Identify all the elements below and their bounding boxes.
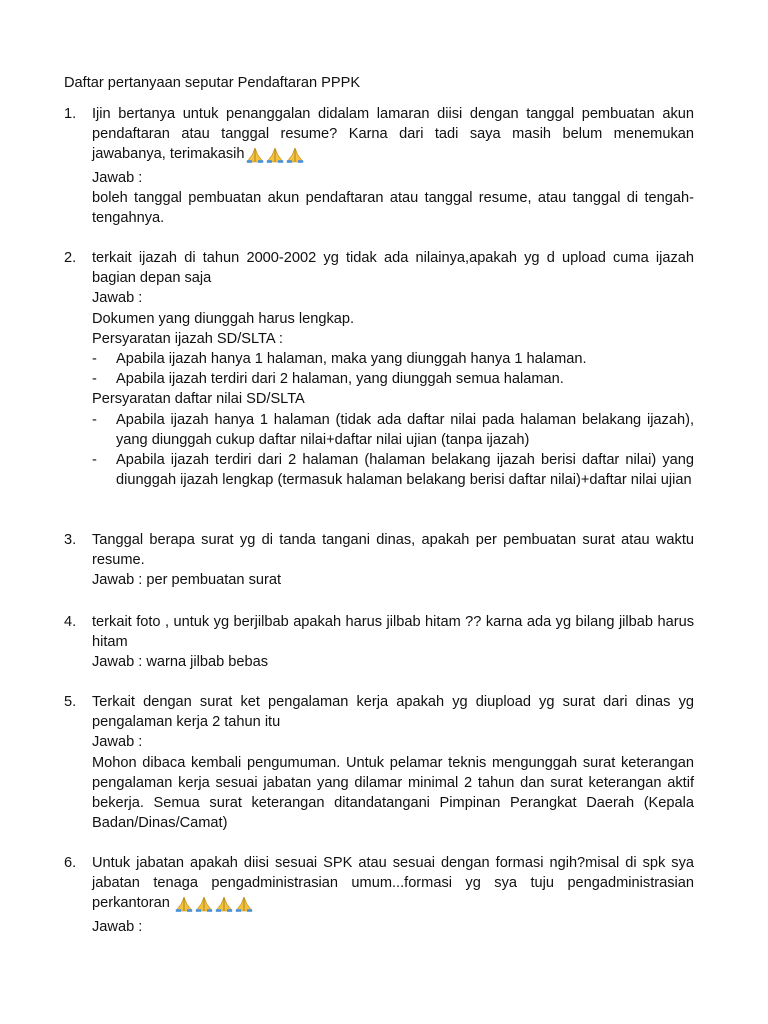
answer-label: Jawab : — [92, 169, 143, 186]
answer-label: Jawab : — [92, 734, 143, 751]
bullet-item — [92, 369, 694, 389]
folded-hands-icon — [235, 896, 253, 912]
answer-intro: Dokumen yang diunggah harus lengkap. — [92, 310, 355, 327]
requirement-heading-nilai: Persyaratan daftar nilai SD/SLTA — [92, 391, 305, 408]
answer-text: Jawab : warna jilbab bebas — [92, 654, 269, 671]
folded-hands-icon — [215, 896, 233, 912]
bullet-dash: - — [92, 411, 97, 428]
qa-item-5 — [64, 692, 694, 833]
qa-item-6 — [64, 853, 694, 937]
document-title: Daftar pertanyaan seputar Pendaftaran PPPK — [64, 75, 361, 91]
folded-hands-icon — [195, 896, 213, 912]
answer-text: Mohon dibaca kembali pengumuman. Untuk pelamar teknis mengunggah surat keterangan pengalaman kerja sesuai jabatan yang dilamar minimal 2 tahun dan surat keterangan aktif bekerja. Semua surat keterangan ditandatangani Pimpinan Perangkat Daerah (Kepala Badan/Dinas/Camat) — [92, 754, 694, 832]
question-text-content: Untuk jabatan apakah diisi sesuai SPK atau sesuai dengan formasi ngih?misal di spk sya jabatan tenaga pengadministrasian umum...formasi yg sya tuju pengadministrasian perkantoran — [92, 855, 694, 912]
question-text-content: Ijin bertanya untuk penanggalan didalam lamaran diisi dengan tanggal pembuatan akun pendaftaran atau tanggal resume? Karna dari tadi saya masih belum menemukan jawabanya, terimakasih — [92, 106, 694, 163]
question-text — [92, 853, 694, 917]
answer-label: Jawab : — [92, 290, 143, 307]
answer-text: boleh tanggal pembuatan akun pendaftaran atau tanggal resume, atau tanggal di tengah-tengahnya. — [92, 189, 694, 227]
item-number: 4. — [64, 614, 77, 630]
question-text: terkait ijazah di tahun 2000-2002 yg tidak ada nilainya,apakah yg d upload cuma ijazah bagian depan saja — [92, 250, 694, 287]
folded-hands-emoji-group — [246, 147, 306, 167]
qa-item-1 — [64, 104, 694, 228]
bullet-dash: - — [92, 452, 97, 469]
question-text: Tanggal berapa surat yg di tanda tangani dinas, apakah per pembuatan surat atau waktu resume. — [92, 532, 694, 569]
bullet-dash: - — [92, 351, 97, 368]
item-number: 6. — [64, 855, 77, 871]
bullet-text: Apabila ijazah terdiri dari 2 halaman, yang diunggah semua halaman. — [116, 371, 564, 388]
qa-item-2 — [64, 248, 694, 490]
item-number: 1. — [64, 106, 77, 122]
folded-hands-icon — [266, 147, 284, 163]
bullet-text: Apabila ijazah terdiri dari 2 halaman (halaman belakang ijazah berisi daftar nilai) yang diunggah ijazah lengkap (termasuk halaman belakang berisi daftar nilai)+daftar nilai ujian — [116, 452, 694, 489]
folded-hands-icon — [286, 147, 304, 163]
folded-hands-icon — [246, 147, 264, 163]
question-text — [92, 104, 694, 168]
bullet-text: Apabila ijazah hanya 1 halaman (tidak ada daftar nilai pada halaman belakang ijazah), yang diunggah cukup daftar nilai+daftar nilai ujian (tanpa ijazah) — [116, 411, 694, 448]
bullet-item — [92, 450, 694, 490]
answer-text: Jawab : per pembuatan surat — [92, 572, 282, 589]
bullet-item — [92, 349, 694, 369]
question-text: terkait foto , untuk yg berjilbab apakah harus jilbab hitam ?? karna ada yg bilang jilbab harus hitam — [92, 614, 694, 651]
folded-hands-icon — [175, 896, 193, 912]
item-number: 3. — [64, 532, 77, 548]
item-number: 5. — [64, 694, 77, 710]
bullet-dash: - — [92, 371, 97, 388]
answer-label: Jawab : — [92, 918, 143, 935]
requirement-heading-ijazah: Persyaratan ijazah SD/SLTA : — [92, 330, 283, 347]
folded-hands-emoji-group — [175, 896, 255, 916]
qa-item-3 — [64, 530, 694, 591]
qa-item-4 — [64, 612, 694, 673]
bullet-item — [92, 410, 694, 450]
item-number: 2. — [64, 250, 77, 266]
question-text: Terkait dengan surat ket pengalaman kerja apakah yg diupload yg surat dari dinas yg pengalaman kerja 2 tahun itu — [92, 694, 694, 731]
bullet-text: Apabila ijazah hanya 1 halaman, maka yang diunggah hanya 1 halaman. — [116, 351, 587, 368]
